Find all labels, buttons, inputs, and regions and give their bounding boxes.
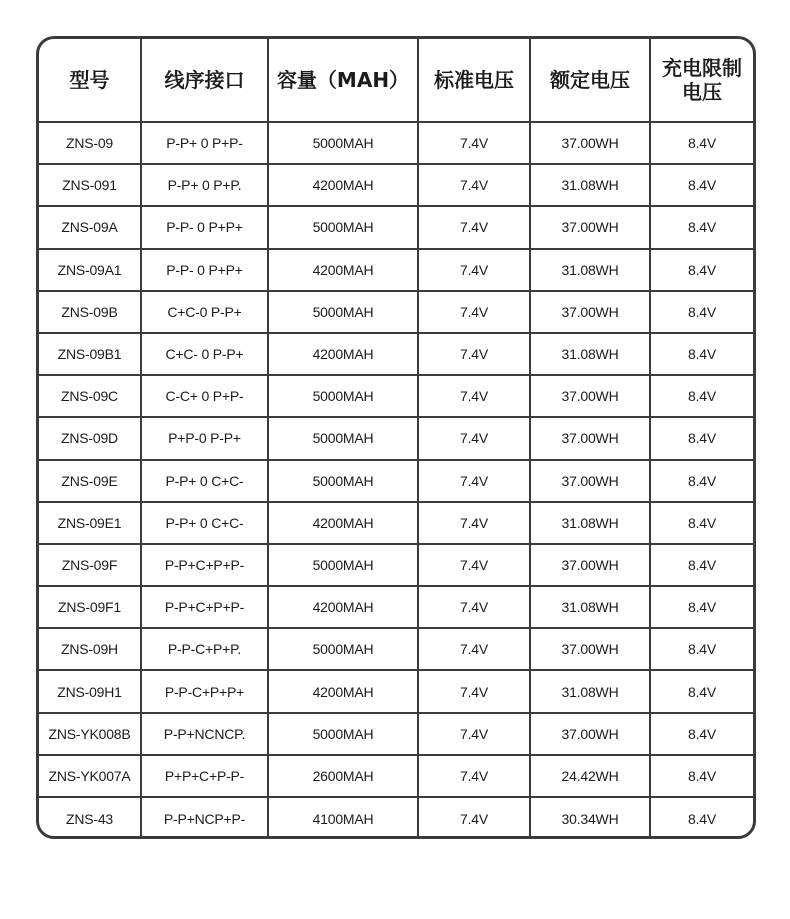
table-row xyxy=(39,460,753,502)
header-standard-voltage: 标准电压 xyxy=(418,39,530,122)
cell-model: ZNS-09A1 xyxy=(39,249,141,291)
cell-wiring-interface: P-P+ 0 C+C- xyxy=(141,460,268,502)
spec-table xyxy=(39,39,753,839)
cell-rated-energy: 31.08WH xyxy=(530,586,650,628)
cell-charge-limit-voltage: 8.4V xyxy=(650,797,753,839)
cell-model: ZNS-09B1 xyxy=(39,333,141,375)
header-capacity: 容量（MAH） xyxy=(268,39,418,122)
table-row xyxy=(39,206,753,248)
cell-wiring-interface: P-P-C+P+P. xyxy=(141,628,268,670)
cell-wiring-interface: P-P- 0 P+P+ xyxy=(141,249,268,291)
cell-charge-limit-voltage: 8.4V xyxy=(650,586,753,628)
cell-charge-limit-voltage: 8.4V xyxy=(650,375,753,417)
cell-wiring-interface: P-P+C+P+P- xyxy=(141,544,268,586)
cell-standard-voltage: 7.4V xyxy=(418,797,530,839)
table-row xyxy=(39,755,753,797)
table-row xyxy=(39,417,753,459)
header-charge-limit-line1: 充电限制 xyxy=(662,56,742,80)
cell-capacity: 2600MAH xyxy=(268,755,418,797)
cell-standard-voltage: 7.4V xyxy=(418,586,530,628)
cell-charge-limit-voltage: 8.4V xyxy=(650,460,753,502)
cell-model: ZNS-09 xyxy=(39,122,141,164)
cell-charge-limit-voltage: 8.4V xyxy=(650,713,753,755)
cell-capacity: 5000MAH xyxy=(268,544,418,586)
cell-charge-limit-voltage: 8.4V xyxy=(650,502,753,544)
cell-rated-energy: 37.00WH xyxy=(530,544,650,586)
battery-spec-table xyxy=(36,36,756,839)
table-row xyxy=(39,333,753,375)
cell-rated-energy: 37.00WH xyxy=(530,291,650,333)
cell-wiring-interface: C+C-0 P-P+ xyxy=(141,291,268,333)
cell-wiring-interface: C+C- 0 P-P+ xyxy=(141,333,268,375)
cell-wiring-interface: P+P+C+P-P- xyxy=(141,755,268,797)
cell-standard-voltage: 7.4V xyxy=(418,460,530,502)
cell-wiring-interface: P+P-0 P-P+ xyxy=(141,417,268,459)
header-charge-limit-line2: 电压 xyxy=(682,80,722,104)
cell-capacity: 5000MAH xyxy=(268,375,418,417)
cell-rated-energy: 37.00WH xyxy=(530,713,650,755)
cell-charge-limit-voltage: 8.4V xyxy=(650,544,753,586)
cell-capacity: 5000MAH xyxy=(268,206,418,248)
cell-capacity: 4100MAH xyxy=(268,797,418,839)
cell-standard-voltage: 7.4V xyxy=(418,375,530,417)
cell-rated-energy: 37.00WH xyxy=(530,375,650,417)
cell-charge-limit-voltage: 8.4V xyxy=(650,670,753,712)
cell-capacity: 5000MAH xyxy=(268,713,418,755)
cell-capacity: 4200MAH xyxy=(268,586,418,628)
cell-charge-limit-voltage: 8.4V xyxy=(650,291,753,333)
cell-model: ZNS-YK007A xyxy=(39,755,141,797)
table-row xyxy=(39,502,753,544)
cell-standard-voltage: 7.4V xyxy=(418,502,530,544)
table-row xyxy=(39,164,753,206)
cell-capacity: 4200MAH xyxy=(268,164,418,206)
cell-rated-energy: 37.00WH xyxy=(530,460,650,502)
cell-standard-voltage: 7.4V xyxy=(418,291,530,333)
cell-charge-limit-voltage: 8.4V xyxy=(650,122,753,164)
cell-capacity: 4200MAH xyxy=(268,502,418,544)
cell-model: ZNS-09H1 xyxy=(39,670,141,712)
cell-capacity: 5000MAH xyxy=(268,122,418,164)
cell-charge-limit-voltage: 8.4V xyxy=(650,628,753,670)
cell-capacity: 4200MAH xyxy=(268,670,418,712)
cell-rated-energy: 37.00WH xyxy=(530,628,650,670)
cell-wiring-interface: P-P+NCNCP. xyxy=(141,713,268,755)
cell-rated-energy: 31.08WH xyxy=(530,502,650,544)
cell-model: ZNS-09A xyxy=(39,206,141,248)
table-row xyxy=(39,628,753,670)
cell-charge-limit-voltage: 8.4V xyxy=(650,755,753,797)
cell-model: ZNS-09F1 xyxy=(39,586,141,628)
header-charge-limit-voltage xyxy=(650,39,753,122)
cell-model: ZNS-09C xyxy=(39,375,141,417)
cell-charge-limit-voltage: 8.4V xyxy=(650,206,753,248)
cell-model: ZNS-091 xyxy=(39,164,141,206)
header-rated-energy: 额定电压 xyxy=(530,39,650,122)
cell-wiring-interface: P-P-C+P+P+ xyxy=(141,670,268,712)
cell-rated-energy: 37.00WH xyxy=(530,206,650,248)
table-row xyxy=(39,797,753,839)
cell-wiring-interface: P-P- 0 P+P+ xyxy=(141,206,268,248)
cell-rated-energy: 30.34WH xyxy=(530,797,650,839)
cell-model: ZNS-YK008B xyxy=(39,713,141,755)
cell-wiring-interface: P-P+ 0 C+C- xyxy=(141,502,268,544)
cell-standard-voltage: 7.4V xyxy=(418,544,530,586)
cell-capacity: 4200MAH xyxy=(268,333,418,375)
cell-standard-voltage: 7.4V xyxy=(418,755,530,797)
cell-charge-limit-voltage: 8.4V xyxy=(650,417,753,459)
cell-standard-voltage: 7.4V xyxy=(418,417,530,459)
table-row xyxy=(39,713,753,755)
cell-rated-energy: 37.00WH xyxy=(530,417,650,459)
table-row xyxy=(39,122,753,164)
cell-charge-limit-voltage: 8.4V xyxy=(650,164,753,206)
cell-capacity: 5000MAH xyxy=(268,291,418,333)
table-row xyxy=(39,544,753,586)
cell-standard-voltage: 7.4V xyxy=(418,122,530,164)
cell-wiring-interface: P-P+ 0 P+P- xyxy=(141,122,268,164)
cell-rated-energy: 31.08WH xyxy=(530,249,650,291)
table-row xyxy=(39,249,753,291)
cell-capacity: 5000MAH xyxy=(268,460,418,502)
cell-model: ZNS-43 xyxy=(39,797,141,839)
table-row xyxy=(39,291,753,333)
cell-model: ZNS-09E1 xyxy=(39,502,141,544)
cell-model: ZNS-09D xyxy=(39,417,141,459)
cell-standard-voltage: 7.4V xyxy=(418,206,530,248)
header-row xyxy=(39,39,753,122)
cell-rated-energy: 24.42WH xyxy=(530,755,650,797)
cell-standard-voltage: 7.4V xyxy=(418,249,530,291)
cell-standard-voltage: 7.4V xyxy=(418,333,530,375)
cell-rated-energy: 31.08WH xyxy=(530,333,650,375)
header-model: 型号 xyxy=(39,39,141,122)
cell-rated-energy: 31.08WH xyxy=(530,164,650,206)
cell-wiring-interface: C-C+ 0 P+P- xyxy=(141,375,268,417)
header-wiring-interface: 线序接口 xyxy=(141,39,268,122)
cell-model: ZNS-09H xyxy=(39,628,141,670)
cell-capacity: 5000MAH xyxy=(268,417,418,459)
cell-wiring-interface: P-P+ 0 P+P. xyxy=(141,164,268,206)
table-row xyxy=(39,586,753,628)
table-row xyxy=(39,375,753,417)
cell-capacity: 4200MAH xyxy=(268,249,418,291)
cell-charge-limit-voltage: 8.4V xyxy=(650,333,753,375)
cell-wiring-interface: P-P+C+P+P- xyxy=(141,586,268,628)
cell-model: ZNS-09B xyxy=(39,291,141,333)
cell-model: ZNS-09E xyxy=(39,460,141,502)
cell-standard-voltage: 7.4V xyxy=(418,628,530,670)
cell-capacity: 5000MAH xyxy=(268,628,418,670)
table-row xyxy=(39,670,753,712)
cell-wiring-interface: P-P+NCP+P- xyxy=(141,797,268,839)
cell-standard-voltage: 7.4V xyxy=(418,164,530,206)
cell-rated-energy: 37.00WH xyxy=(530,122,650,164)
cell-standard-voltage: 7.4V xyxy=(418,670,530,712)
cell-standard-voltage: 7.4V xyxy=(418,713,530,755)
cell-charge-limit-voltage: 8.4V xyxy=(650,249,753,291)
cell-rated-energy: 31.08WH xyxy=(530,670,650,712)
cell-model: ZNS-09F xyxy=(39,544,141,586)
